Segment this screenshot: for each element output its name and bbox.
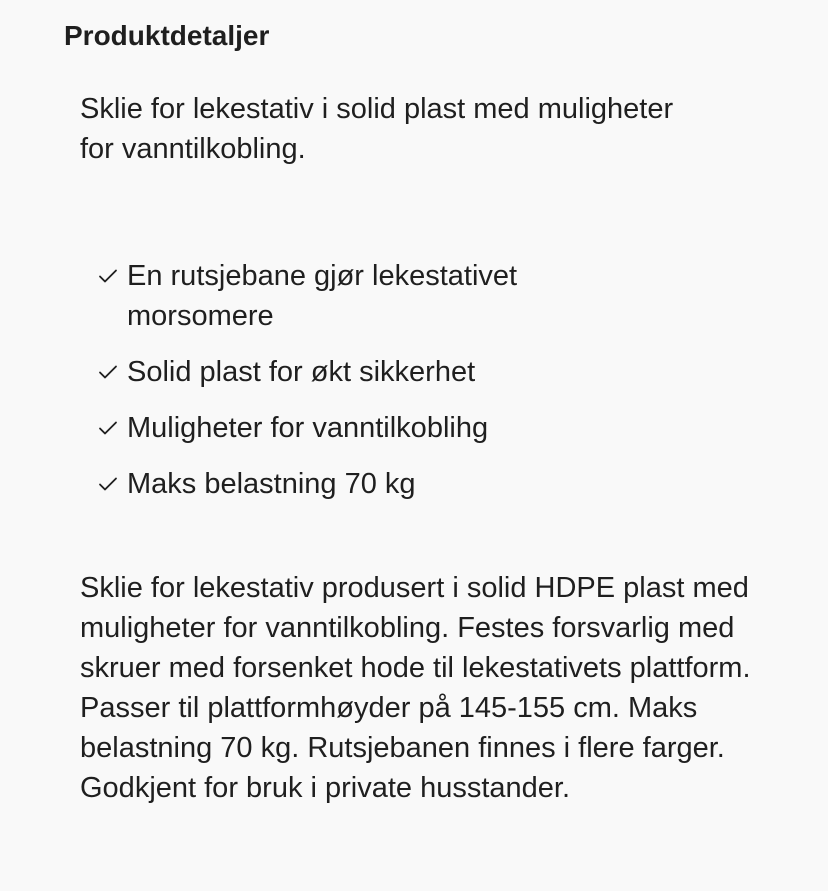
- section-title: Produktdetaljer: [64, 20, 270, 51]
- feature-item: [96, 352, 656, 392]
- check-icon: [96, 416, 120, 440]
- feature-item: [96, 464, 656, 504]
- product-intro-text: Sklie for lekestativ i solid plast med muligheter for vanntilkobling.: [80, 93, 674, 165]
- check-icon: [96, 472, 120, 496]
- check-icon: [96, 360, 120, 384]
- product-description-text: Sklie for lekestativ produsert i solid HDPE plast med muligheter for vanntilkobling. Festes forsvarlig med skruer med forsenket hode til lekestativets plattform. Passer til plattformhøyder på 145-155 cm. Maks belastning 70 kg. Rutsjebanen finnes i flere farger. Godkjent for bruk i private husstander.: [80, 572, 751, 804]
- feature-text: Maks belastning 70 kg: [127, 468, 416, 500]
- feature-text: Solid plast for økt sikkerhet: [127, 356, 476, 388]
- feature-text: Muligheter for vanntilkoblihg: [127, 412, 489, 444]
- feature-item: [96, 408, 656, 448]
- feature-list: [96, 256, 656, 520]
- check-icon: [96, 264, 120, 288]
- feature-text: En rutsjebane gjør lekestativet morsomere: [127, 260, 518, 332]
- feature-item: [96, 256, 656, 336]
